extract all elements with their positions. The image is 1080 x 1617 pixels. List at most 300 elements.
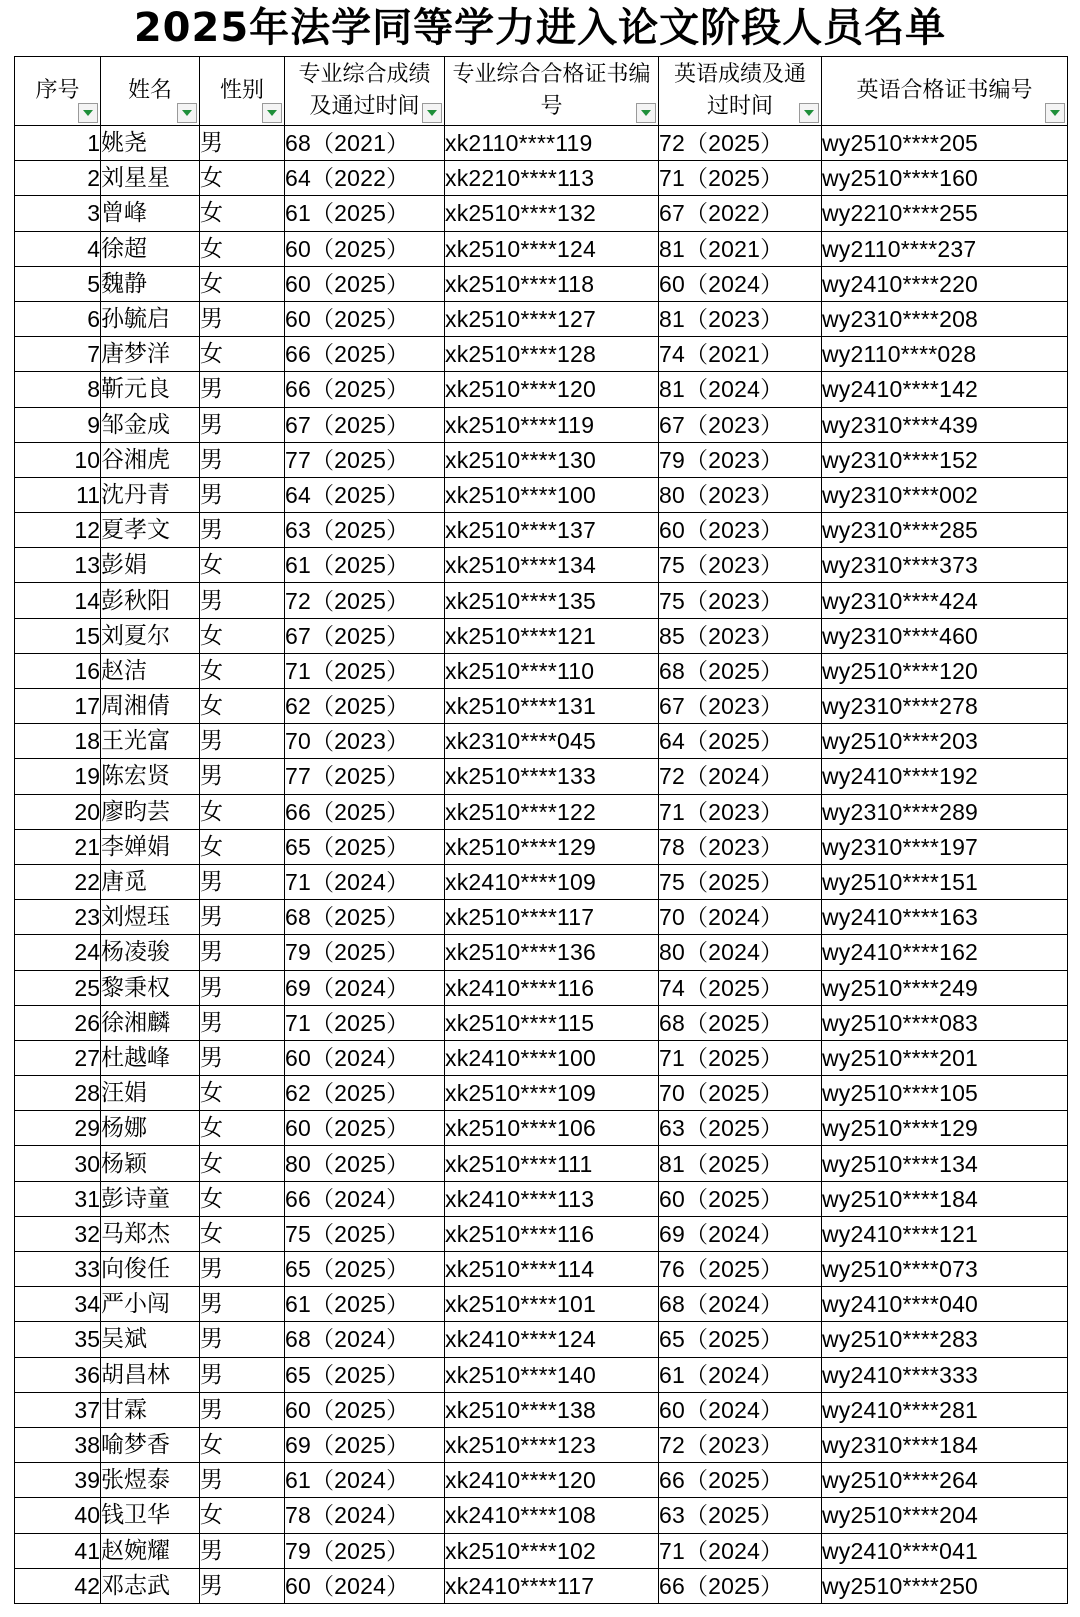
- cell-name[interactable]: 彭娟: [101, 548, 200, 583]
- cell-name[interactable]: 魏静: [101, 266, 200, 301]
- cell-seq[interactable]: 34: [15, 1287, 101, 1322]
- cell-gender[interactable]: 女: [200, 1181, 285, 1216]
- cell-english-cert[interactable]: wy2310****439: [822, 407, 1068, 442]
- cell-major-score[interactable]: 60（2025）: [285, 301, 445, 336]
- cell-english-cert[interactable]: wy2410****192: [822, 759, 1068, 794]
- cell-gender[interactable]: 男: [200, 864, 285, 899]
- cell-major-score[interactable]: 60（2024）: [285, 1040, 445, 1075]
- cell-name[interactable]: 王光富: [101, 724, 200, 759]
- cell-seq[interactable]: 11: [15, 477, 101, 512]
- cell-seq[interactable]: 38: [15, 1427, 101, 1462]
- cell-major-cert[interactable]: xk2510****133: [445, 759, 659, 794]
- cell-seq[interactable]: 17: [15, 689, 101, 724]
- cell-english-cert[interactable]: wy2510****160: [822, 161, 1068, 196]
- cell-english-score[interactable]: 66（2025）: [659, 1463, 822, 1498]
- cell-major-cert[interactable]: xk2510****128: [445, 337, 659, 372]
- cell-english-score[interactable]: 68（2025）: [659, 653, 822, 688]
- cell-major-score[interactable]: 69（2024）: [285, 970, 445, 1005]
- cell-gender[interactable]: 男: [200, 1322, 285, 1357]
- cell-english-score[interactable]: 69（2024）: [659, 1216, 822, 1251]
- cell-major-cert[interactable]: xk2510****124: [445, 231, 659, 266]
- cell-major-score[interactable]: 71（2025）: [285, 653, 445, 688]
- cell-gender[interactable]: 女: [200, 689, 285, 724]
- cell-english-score[interactable]: 60（2023）: [659, 513, 822, 548]
- cell-major-score[interactable]: 71（2025）: [285, 1005, 445, 1040]
- cell-major-score[interactable]: 79（2025）: [285, 1533, 445, 1568]
- cell-name[interactable]: 向俊任: [101, 1252, 200, 1287]
- cell-major-cert[interactable]: xk2510****134: [445, 548, 659, 583]
- cell-english-score[interactable]: 71（2025）: [659, 161, 822, 196]
- cell-english-cert[interactable]: wy2410****281: [822, 1392, 1068, 1427]
- cell-english-score[interactable]: 80（2023）: [659, 477, 822, 512]
- cell-name[interactable]: 李婵娟: [101, 829, 200, 864]
- cell-english-score[interactable]: 81（2024）: [659, 372, 822, 407]
- cell-major-cert[interactable]: xk2410****109: [445, 864, 659, 899]
- cell-english-score[interactable]: 81（2023）: [659, 301, 822, 336]
- cell-english-score[interactable]: 66（2025）: [659, 1568, 822, 1603]
- cell-english-cert[interactable]: wy2310****373: [822, 548, 1068, 583]
- cell-gender[interactable]: 女: [200, 1111, 285, 1146]
- cell-major-cert[interactable]: xk2510****136: [445, 935, 659, 970]
- cell-name[interactable]: 喻梦香: [101, 1427, 200, 1462]
- cell-major-score[interactable]: 64（2025）: [285, 477, 445, 512]
- cell-major-cert[interactable]: xk2510****123: [445, 1427, 659, 1462]
- cell-gender[interactable]: 男: [200, 970, 285, 1005]
- cell-seq[interactable]: 26: [15, 1005, 101, 1040]
- cell-major-score[interactable]: 62（2025）: [285, 1076, 445, 1111]
- cell-english-score[interactable]: 67（2022）: [659, 196, 822, 231]
- cell-major-score[interactable]: 69（2025）: [285, 1427, 445, 1462]
- cell-english-cert[interactable]: wy2510****083: [822, 1005, 1068, 1040]
- cell-major-cert[interactable]: xk2110****119: [445, 126, 659, 161]
- cell-english-score[interactable]: 75（2023）: [659, 548, 822, 583]
- cell-major-cert[interactable]: xk2510****102: [445, 1533, 659, 1568]
- cell-major-cert[interactable]: xk2510****111: [445, 1146, 659, 1181]
- cell-major-cert[interactable]: xk2510****116: [445, 1216, 659, 1251]
- cell-gender[interactable]: 女: [200, 1498, 285, 1533]
- cell-english-score[interactable]: 70（2024）: [659, 900, 822, 935]
- cell-gender[interactable]: 男: [200, 935, 285, 970]
- cell-name[interactable]: 杨凌骏: [101, 935, 200, 970]
- cell-major-cert[interactable]: xk2410****100: [445, 1040, 659, 1075]
- cell-english-cert[interactable]: wy2410****121: [822, 1216, 1068, 1251]
- cell-english-cert[interactable]: wy2310****460: [822, 618, 1068, 653]
- cell-major-cert[interactable]: xk2510****132: [445, 196, 659, 231]
- cell-seq[interactable]: 24: [15, 935, 101, 970]
- cell-major-cert[interactable]: xk2510****140: [445, 1357, 659, 1392]
- cell-major-score[interactable]: 60（2025）: [285, 1111, 445, 1146]
- cell-major-score[interactable]: 60（2025）: [285, 1392, 445, 1427]
- cell-name[interactable]: 沈丹青: [101, 477, 200, 512]
- cell-english-score[interactable]: 81（2021）: [659, 231, 822, 266]
- cell-major-cert[interactable]: xk2410****113: [445, 1181, 659, 1216]
- cell-seq[interactable]: 22: [15, 864, 101, 899]
- cell-gender[interactable]: 男: [200, 1287, 285, 1322]
- cell-seq[interactable]: 4: [15, 231, 101, 266]
- cell-english-score[interactable]: 71（2025）: [659, 1040, 822, 1075]
- cell-major-score[interactable]: 63（2025）: [285, 513, 445, 548]
- cell-english-cert[interactable]: wy2510****129: [822, 1111, 1068, 1146]
- cell-major-score[interactable]: 68（2021）: [285, 126, 445, 161]
- filter-dropdown-button[interactable]: [262, 103, 282, 123]
- cell-major-cert[interactable]: xk2510****118: [445, 266, 659, 301]
- cell-major-score[interactable]: 61（2025）: [285, 548, 445, 583]
- cell-english-score[interactable]: 79（2023）: [659, 442, 822, 477]
- cell-name[interactable]: 彭秋阳: [101, 583, 200, 618]
- cell-english-cert[interactable]: wy2310****002: [822, 477, 1068, 512]
- cell-english-score[interactable]: 75（2025）: [659, 864, 822, 899]
- cell-english-cert[interactable]: wy2510****250: [822, 1568, 1068, 1603]
- cell-gender[interactable]: 男: [200, 583, 285, 618]
- cell-english-cert[interactable]: wy2510****264: [822, 1463, 1068, 1498]
- cell-english-score[interactable]: 72（2023）: [659, 1427, 822, 1462]
- cell-seq[interactable]: 15: [15, 618, 101, 653]
- cell-name[interactable]: 杜越峰: [101, 1040, 200, 1075]
- cell-gender[interactable]: 女: [200, 337, 285, 372]
- cell-seq[interactable]: 13: [15, 548, 101, 583]
- cell-english-score[interactable]: 75（2023）: [659, 583, 822, 618]
- cell-gender[interactable]: 女: [200, 161, 285, 196]
- cell-english-cert[interactable]: wy2410****220: [822, 266, 1068, 301]
- cell-major-score[interactable]: 65（2025）: [285, 1357, 445, 1392]
- cell-major-cert[interactable]: xk2410****117: [445, 1568, 659, 1603]
- cell-major-cert[interactable]: xk2410****108: [445, 1498, 659, 1533]
- cell-english-score[interactable]: 71（2024）: [659, 1533, 822, 1568]
- cell-gender[interactable]: 男: [200, 759, 285, 794]
- cell-gender[interactable]: 男: [200, 1040, 285, 1075]
- cell-english-cert[interactable]: wy2310****197: [822, 829, 1068, 864]
- cell-name[interactable]: 钱卫华: [101, 1498, 200, 1533]
- cell-name[interactable]: 徐超: [101, 231, 200, 266]
- cell-gender[interactable]: 女: [200, 231, 285, 266]
- cell-seq[interactable]: 37: [15, 1392, 101, 1427]
- cell-major-score[interactable]: 65（2025）: [285, 1252, 445, 1287]
- cell-name[interactable]: 靳元良: [101, 372, 200, 407]
- cell-english-cert[interactable]: wy2210****255: [822, 196, 1068, 231]
- cell-name[interactable]: 邓志武: [101, 1568, 200, 1603]
- cell-seq[interactable]: 19: [15, 759, 101, 794]
- cell-gender[interactable]: 男: [200, 1533, 285, 1568]
- cell-gender[interactable]: 女: [200, 266, 285, 301]
- cell-english-cert[interactable]: wy2410****142: [822, 372, 1068, 407]
- cell-english-cert[interactable]: wy2110****028: [822, 337, 1068, 372]
- cell-english-score[interactable]: 72（2024）: [659, 759, 822, 794]
- cell-major-score[interactable]: 80（2025）: [285, 1146, 445, 1181]
- cell-name[interactable]: 汪娟: [101, 1076, 200, 1111]
- cell-seq[interactable]: 20: [15, 794, 101, 829]
- cell-name[interactable]: 孙毓启: [101, 301, 200, 336]
- filter-dropdown-button[interactable]: [78, 103, 98, 123]
- cell-seq[interactable]: 10: [15, 442, 101, 477]
- cell-english-cert[interactable]: wy2510****204: [822, 1498, 1068, 1533]
- cell-major-cert[interactable]: xk2510****137: [445, 513, 659, 548]
- cell-gender[interactable]: 女: [200, 829, 285, 864]
- cell-seq[interactable]: 14: [15, 583, 101, 618]
- cell-english-cert[interactable]: wy2310****184: [822, 1427, 1068, 1462]
- cell-english-score[interactable]: 60（2024）: [659, 1392, 822, 1427]
- cell-name[interactable]: 姚尧: [101, 126, 200, 161]
- cell-english-cert[interactable]: wy2510****120: [822, 653, 1068, 688]
- filter-dropdown-button[interactable]: [177, 103, 197, 123]
- cell-name[interactable]: 张煜泰: [101, 1463, 200, 1498]
- cell-gender[interactable]: 男: [200, 513, 285, 548]
- filter-dropdown-button[interactable]: [422, 103, 442, 123]
- cell-major-score[interactable]: 70（2023）: [285, 724, 445, 759]
- cell-gender[interactable]: 女: [200, 1216, 285, 1251]
- cell-major-cert[interactable]: xk2510****122: [445, 794, 659, 829]
- cell-english-cert[interactable]: wy2510****205: [822, 126, 1068, 161]
- cell-major-cert[interactable]: xk2510****110: [445, 653, 659, 688]
- cell-english-cert[interactable]: wy2410****163: [822, 900, 1068, 935]
- cell-name[interactable]: 邹金成: [101, 407, 200, 442]
- cell-major-score[interactable]: 60（2024）: [285, 1568, 445, 1603]
- cell-gender[interactable]: 女: [200, 1146, 285, 1181]
- cell-major-score[interactable]: 66（2025）: [285, 372, 445, 407]
- cell-seq[interactable]: 29: [15, 1111, 101, 1146]
- cell-major-cert[interactable]: xk2510****101: [445, 1287, 659, 1322]
- cell-english-score[interactable]: 61（2024）: [659, 1357, 822, 1392]
- cell-english-score[interactable]: 60（2025）: [659, 1181, 822, 1216]
- cell-seq[interactable]: 35: [15, 1322, 101, 1357]
- cell-major-cert[interactable]: xk2510****120: [445, 372, 659, 407]
- cell-english-cert[interactable]: wy2310****289: [822, 794, 1068, 829]
- cell-english-cert[interactable]: wy2310****285: [822, 513, 1068, 548]
- cell-gender[interactable]: 女: [200, 196, 285, 231]
- cell-seq[interactable]: 18: [15, 724, 101, 759]
- cell-english-score[interactable]: 63（2025）: [659, 1111, 822, 1146]
- cell-english-cert[interactable]: wy2510****134: [822, 1146, 1068, 1181]
- cell-major-score[interactable]: 71（2024）: [285, 864, 445, 899]
- cell-name[interactable]: 陈宏贤: [101, 759, 200, 794]
- cell-seq[interactable]: 36: [15, 1357, 101, 1392]
- cell-english-cert[interactable]: wy2510****201: [822, 1040, 1068, 1075]
- filter-dropdown-button[interactable]: [1045, 103, 1065, 123]
- cell-major-cert[interactable]: xk2510****135: [445, 583, 659, 618]
- cell-name[interactable]: 谷湘虎: [101, 442, 200, 477]
- cell-major-score[interactable]: 66（2025）: [285, 794, 445, 829]
- cell-seq[interactable]: 12: [15, 513, 101, 548]
- cell-seq[interactable]: 39: [15, 1463, 101, 1498]
- cell-name[interactable]: 吴斌: [101, 1322, 200, 1357]
- cell-name[interactable]: 刘煜珏: [101, 900, 200, 935]
- cell-seq[interactable]: 3: [15, 196, 101, 231]
- cell-english-score[interactable]: 81（2025）: [659, 1146, 822, 1181]
- cell-major-cert[interactable]: xk2510****119: [445, 407, 659, 442]
- cell-major-cert[interactable]: xk2510****129: [445, 829, 659, 864]
- cell-major-cert[interactable]: xk2510****106: [445, 1111, 659, 1146]
- cell-major-score[interactable]: 79（2025）: [285, 935, 445, 970]
- cell-gender[interactable]: 男: [200, 442, 285, 477]
- cell-english-cert[interactable]: wy2410****040: [822, 1287, 1068, 1322]
- cell-english-score[interactable]: 74（2021）: [659, 337, 822, 372]
- cell-gender[interactable]: 男: [200, 724, 285, 759]
- cell-name[interactable]: 刘星星: [101, 161, 200, 196]
- cell-seq[interactable]: 32: [15, 1216, 101, 1251]
- cell-english-score[interactable]: 78（2023）: [659, 829, 822, 864]
- cell-major-cert[interactable]: xk2510****138: [445, 1392, 659, 1427]
- cell-major-score[interactable]: 78（2024）: [285, 1498, 445, 1533]
- cell-english-cert[interactable]: wy2410****333: [822, 1357, 1068, 1392]
- cell-gender[interactable]: 男: [200, 1357, 285, 1392]
- cell-name[interactable]: 马郑杰: [101, 1216, 200, 1251]
- cell-name[interactable]: 赵婉耀: [101, 1533, 200, 1568]
- cell-seq[interactable]: 2: [15, 161, 101, 196]
- cell-english-cert[interactable]: wy2510****151: [822, 864, 1068, 899]
- cell-major-score[interactable]: 60（2025）: [285, 266, 445, 301]
- cell-gender[interactable]: 男: [200, 372, 285, 407]
- cell-major-cert[interactable]: xk2310****045: [445, 724, 659, 759]
- cell-name[interactable]: 甘霖: [101, 1392, 200, 1427]
- cell-english-cert[interactable]: wy2110****237: [822, 231, 1068, 266]
- cell-name[interactable]: 周湘倩: [101, 689, 200, 724]
- cell-seq[interactable]: 41: [15, 1533, 101, 1568]
- cell-seq[interactable]: 8: [15, 372, 101, 407]
- cell-english-score[interactable]: 67（2023）: [659, 689, 822, 724]
- cell-major-cert[interactable]: xk2510****109: [445, 1076, 659, 1111]
- cell-english-cert[interactable]: wy2510****073: [822, 1252, 1068, 1287]
- cell-name[interactable]: 杨颖: [101, 1146, 200, 1181]
- cell-name[interactable]: 杨娜: [101, 1111, 200, 1146]
- cell-english-cert[interactable]: wy2310****278: [822, 689, 1068, 724]
- cell-name[interactable]: 夏孝文: [101, 513, 200, 548]
- cell-gender[interactable]: 女: [200, 1076, 285, 1111]
- cell-seq[interactable]: 31: [15, 1181, 101, 1216]
- cell-english-cert[interactable]: wy2410****041: [822, 1533, 1068, 1568]
- cell-major-cert[interactable]: xk2510****100: [445, 477, 659, 512]
- cell-major-score[interactable]: 67（2025）: [285, 618, 445, 653]
- cell-gender[interactable]: 女: [200, 653, 285, 688]
- cell-english-cert[interactable]: wy2310****424: [822, 583, 1068, 618]
- cell-major-score[interactable]: 68（2024）: [285, 1322, 445, 1357]
- cell-major-cert[interactable]: xk2510****131: [445, 689, 659, 724]
- cell-english-cert[interactable]: wy2510****105: [822, 1076, 1068, 1111]
- cell-gender[interactable]: 男: [200, 1005, 285, 1040]
- cell-seq[interactable]: 1: [15, 126, 101, 161]
- cell-english-score[interactable]: 60（2024）: [659, 266, 822, 301]
- cell-gender[interactable]: 女: [200, 548, 285, 583]
- cell-major-score[interactable]: 66（2024）: [285, 1181, 445, 1216]
- cell-gender[interactable]: 男: [200, 407, 285, 442]
- cell-english-score[interactable]: 85（2023）: [659, 618, 822, 653]
- cell-gender[interactable]: 男: [200, 1392, 285, 1427]
- cell-major-score[interactable]: 77（2025）: [285, 759, 445, 794]
- cell-gender[interactable]: 男: [200, 126, 285, 161]
- cell-seq[interactable]: 40: [15, 1498, 101, 1533]
- cell-gender[interactable]: 男: [200, 1463, 285, 1498]
- cell-major-cert[interactable]: xk2510****121: [445, 618, 659, 653]
- cell-english-cert[interactable]: wy2310****152: [822, 442, 1068, 477]
- cell-seq[interactable]: 5: [15, 266, 101, 301]
- cell-name[interactable]: 唐觅: [101, 864, 200, 899]
- cell-english-cert[interactable]: wy2510****283: [822, 1322, 1068, 1357]
- cell-seq[interactable]: 7: [15, 337, 101, 372]
- cell-english-score[interactable]: 76（2025）: [659, 1252, 822, 1287]
- cell-major-score[interactable]: 68（2025）: [285, 900, 445, 935]
- cell-major-cert[interactable]: xk2510****127: [445, 301, 659, 336]
- cell-major-score[interactable]: 61（2024）: [285, 1463, 445, 1498]
- cell-english-score[interactable]: 65（2025）: [659, 1322, 822, 1357]
- cell-seq[interactable]: 42: [15, 1568, 101, 1603]
- cell-major-score[interactable]: 67（2025）: [285, 407, 445, 442]
- cell-english-score[interactable]: 70（2025）: [659, 1076, 822, 1111]
- cell-english-cert[interactable]: wy2510****249: [822, 970, 1068, 1005]
- cell-english-score[interactable]: 80（2024）: [659, 935, 822, 970]
- cell-english-score[interactable]: 71（2023）: [659, 794, 822, 829]
- cell-gender[interactable]: 男: [200, 900, 285, 935]
- cell-name[interactable]: 胡昌林: [101, 1357, 200, 1392]
- cell-seq[interactable]: 9: [15, 407, 101, 442]
- cell-major-score[interactable]: 61（2025）: [285, 196, 445, 231]
- cell-name[interactable]: 曾峰: [101, 196, 200, 231]
- cell-name[interactable]: 赵洁: [101, 653, 200, 688]
- cell-major-score[interactable]: 65（2025）: [285, 829, 445, 864]
- cell-english-cert[interactable]: wy2410****162: [822, 935, 1068, 970]
- cell-gender[interactable]: 男: [200, 477, 285, 512]
- cell-name[interactable]: 廖昀芸: [101, 794, 200, 829]
- cell-english-score[interactable]: 72（2025）: [659, 126, 822, 161]
- cell-gender[interactable]: 男: [200, 301, 285, 336]
- cell-major-score[interactable]: 62（2025）: [285, 689, 445, 724]
- cell-major-score[interactable]: 64（2022）: [285, 161, 445, 196]
- cell-name[interactable]: 严小闯: [101, 1287, 200, 1322]
- cell-major-cert[interactable]: xk2510****114: [445, 1252, 659, 1287]
- cell-english-score[interactable]: 63（2025）: [659, 1498, 822, 1533]
- cell-gender[interactable]: 男: [200, 1568, 285, 1603]
- cell-major-score[interactable]: 72（2025）: [285, 583, 445, 618]
- filter-dropdown-button[interactable]: [799, 103, 819, 123]
- cell-gender[interactable]: 女: [200, 794, 285, 829]
- cell-major-cert[interactable]: xk2410****124: [445, 1322, 659, 1357]
- cell-major-cert[interactable]: xk2510****117: [445, 900, 659, 935]
- cell-english-score[interactable]: 74（2025）: [659, 970, 822, 1005]
- cell-major-cert[interactable]: xk2510****115: [445, 1005, 659, 1040]
- cell-major-score[interactable]: 75（2025）: [285, 1216, 445, 1251]
- cell-seq[interactable]: 25: [15, 970, 101, 1005]
- cell-major-cert[interactable]: xk2210****113: [445, 161, 659, 196]
- cell-seq[interactable]: 21: [15, 829, 101, 864]
- cell-major-cert[interactable]: xk2410****116: [445, 970, 659, 1005]
- cell-english-cert[interactable]: wy2510****184: [822, 1181, 1068, 1216]
- cell-seq[interactable]: 16: [15, 653, 101, 688]
- cell-seq[interactable]: 33: [15, 1252, 101, 1287]
- cell-english-score[interactable]: 68（2025）: [659, 1005, 822, 1040]
- cell-name[interactable]: 徐湘麟: [101, 1005, 200, 1040]
- filter-dropdown-button[interactable]: [636, 103, 656, 123]
- cell-seq[interactable]: 30: [15, 1146, 101, 1181]
- cell-name[interactable]: 彭诗童: [101, 1181, 200, 1216]
- cell-seq[interactable]: 27: [15, 1040, 101, 1075]
- cell-gender[interactable]: 女: [200, 618, 285, 653]
- cell-gender[interactable]: 女: [200, 1427, 285, 1462]
- cell-gender[interactable]: 男: [200, 1252, 285, 1287]
- cell-seq[interactable]: 28: [15, 1076, 101, 1111]
- cell-major-score[interactable]: 66（2025）: [285, 337, 445, 372]
- cell-seq[interactable]: 6: [15, 301, 101, 336]
- cell-name[interactable]: 唐梦洋: [101, 337, 200, 372]
- cell-major-score[interactable]: 60（2025）: [285, 231, 445, 266]
- cell-seq[interactable]: 23: [15, 900, 101, 935]
- cell-major-score[interactable]: 61（2025）: [285, 1287, 445, 1322]
- cell-major-score[interactable]: 77（2025）: [285, 442, 445, 477]
- cell-name[interactable]: 刘夏尔: [101, 618, 200, 653]
- cell-major-cert[interactable]: xk2510****130: [445, 442, 659, 477]
- cell-english-cert[interactable]: wy2510****203: [822, 724, 1068, 759]
- cell-english-score[interactable]: 68（2024）: [659, 1287, 822, 1322]
- cell-name[interactable]: 黎秉权: [101, 970, 200, 1005]
- cell-english-score[interactable]: 64（2025）: [659, 724, 822, 759]
- cell-english-cert[interactable]: wy2310****208: [822, 301, 1068, 336]
- cell-major-cert[interactable]: xk2410****120: [445, 1463, 659, 1498]
